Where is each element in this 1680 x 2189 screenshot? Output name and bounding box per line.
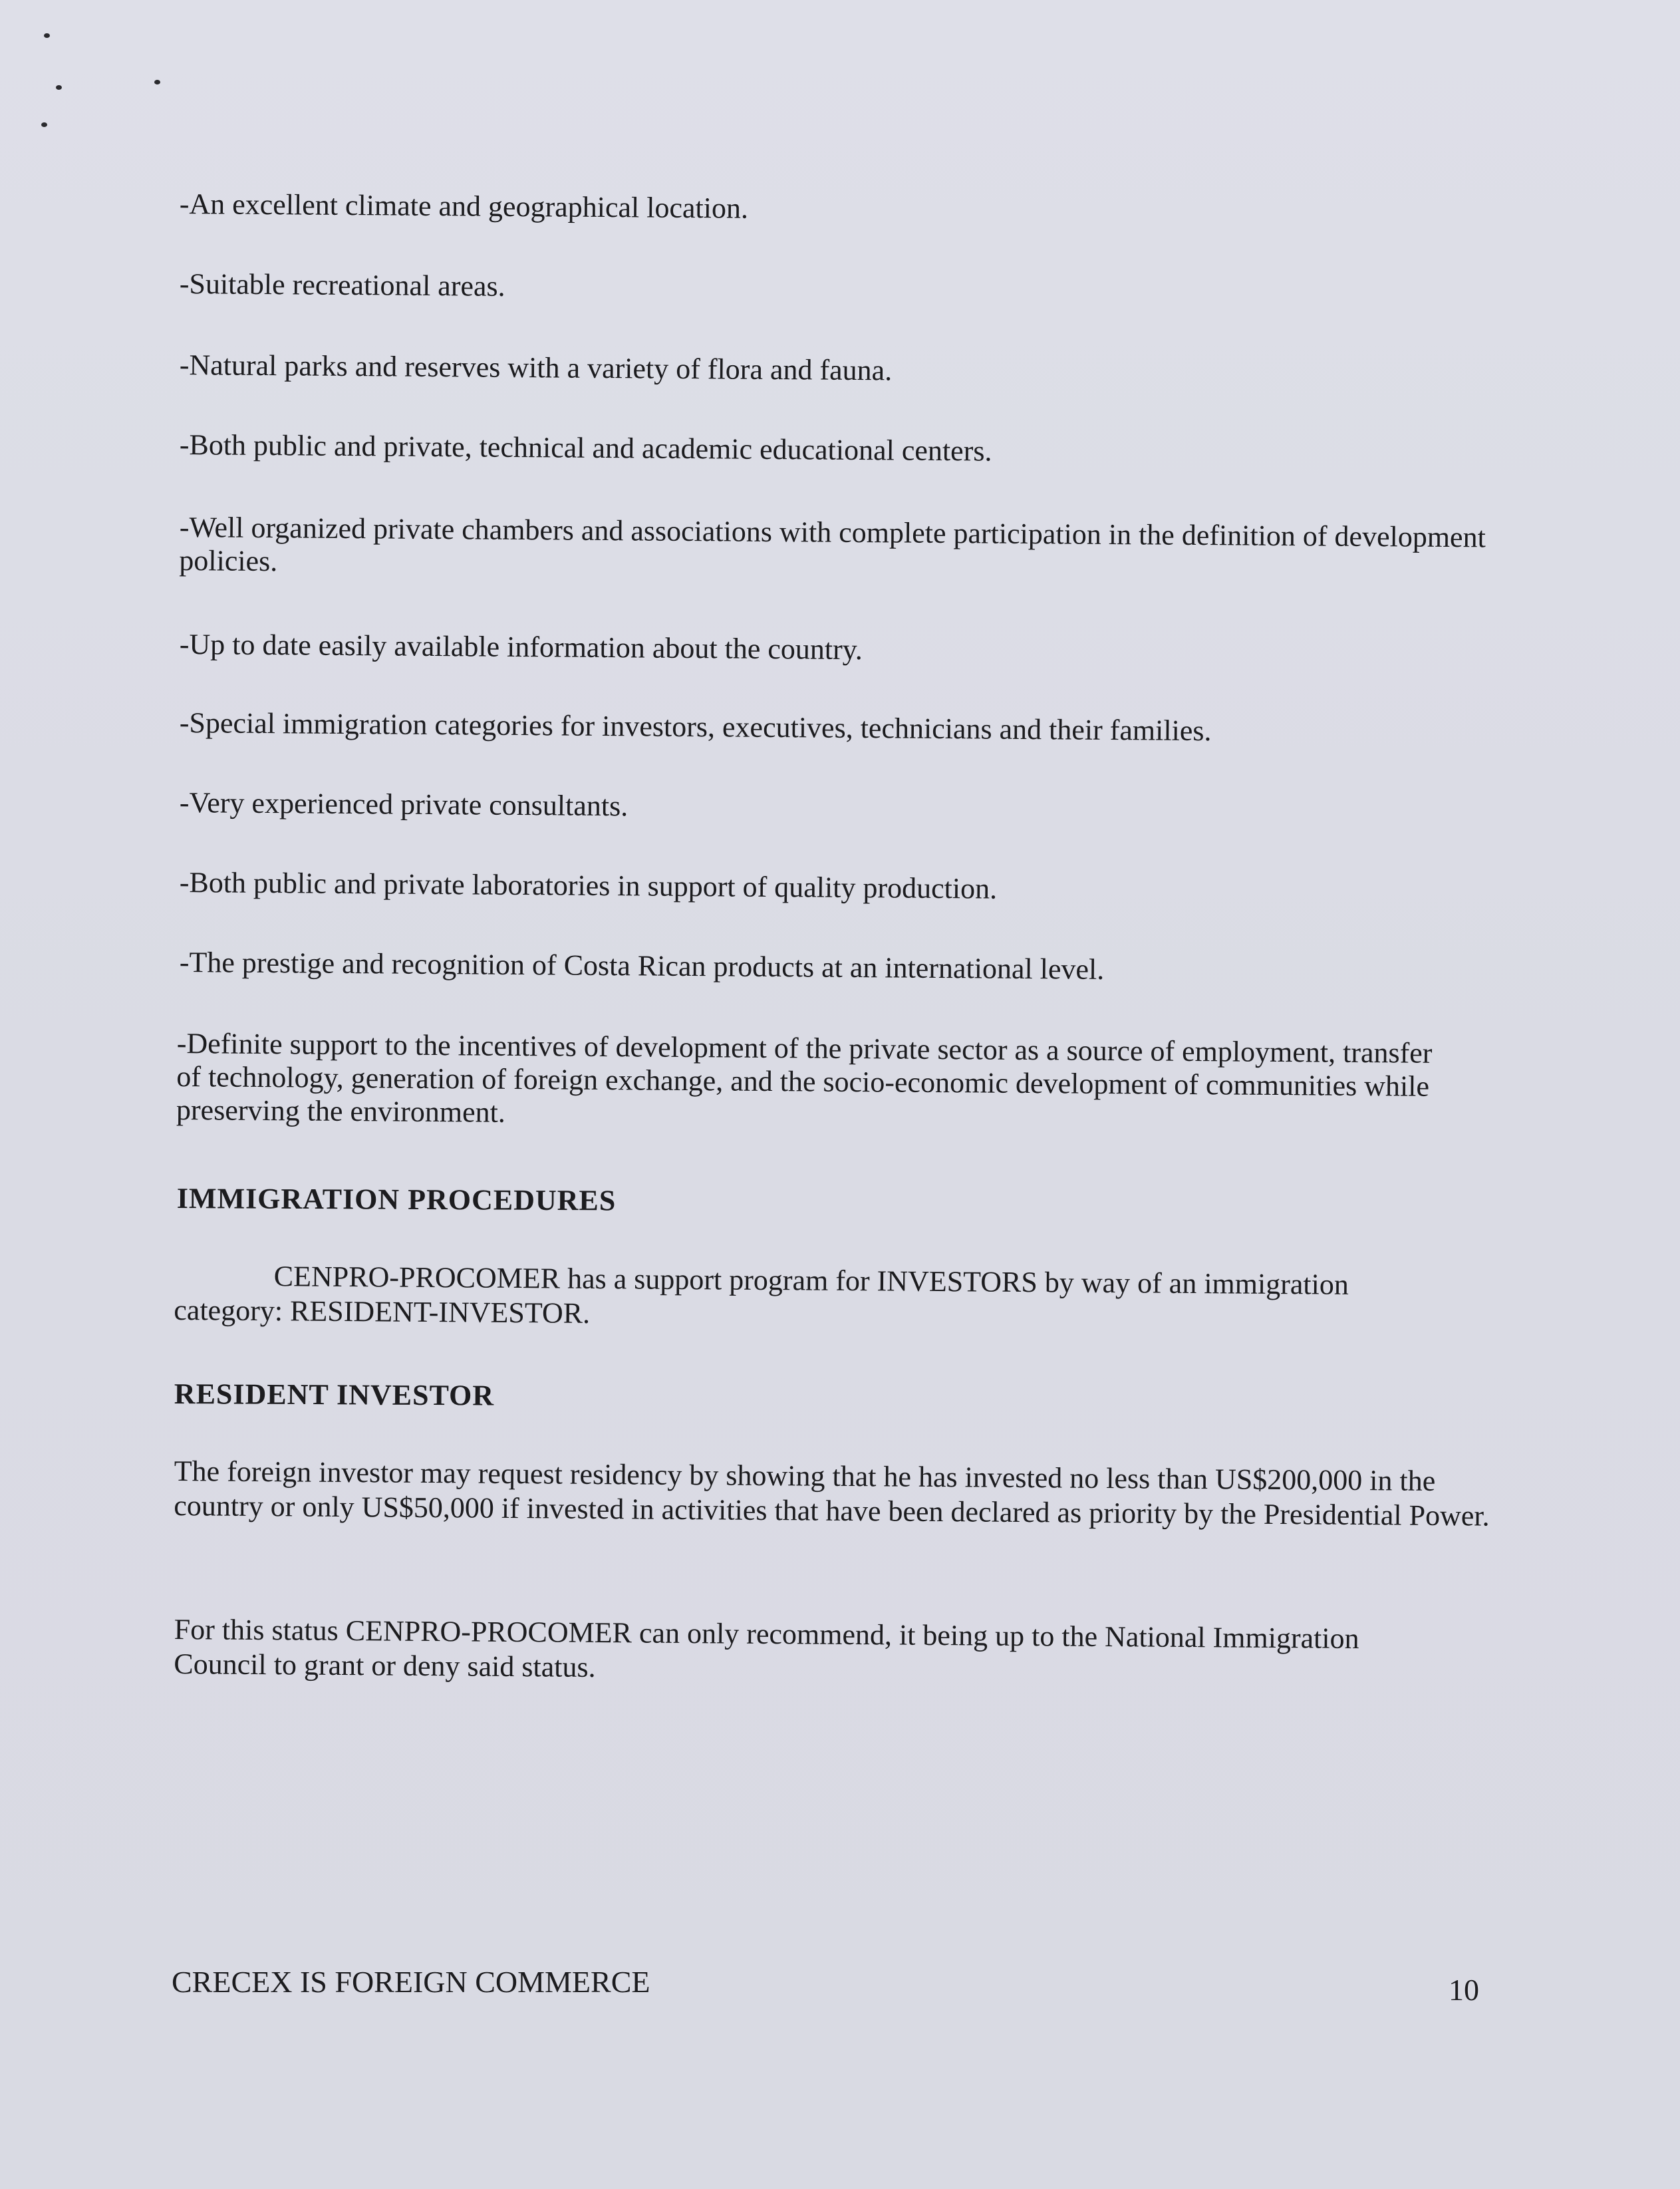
speck-mark xyxy=(56,85,62,90)
immigration-heading: IMMIGRATION PROCEDURES xyxy=(176,1182,617,1217)
immigration-body-text: CENPRO-PROCOMER has a support program for INVESTORS by way of an immigration category: RESIDENT-INVESTOR. xyxy=(174,1260,1349,1330)
speck-mark xyxy=(44,33,50,38)
speck-mark xyxy=(41,122,47,127)
feature-item: -Very experienced private consultants. xyxy=(179,786,629,823)
resident-paragraph-1: The foreign investor may request residency by showing that he has invested no less than US$200,000 in the country or only US$50,000 if invested in activities that have been declared as priority by the Presidential Power. xyxy=(174,1455,1490,1532)
feature-item: -Definite support to the incentives of development of the private sector as a source of employment, transfer of technology, generation of foreign exchange, and the socio-economic development of communities while preserving the environment. xyxy=(176,1027,1433,1129)
speck-mark xyxy=(154,80,160,84)
feature-item: -Special immigration categories for investors, executives, technicians and their families. xyxy=(179,706,1212,748)
resident-paragraph-2: For this status CENPRO-PROCOMER can only recommend, it being up to the National Immigration Council to grant or deny said status. xyxy=(174,1613,1359,1683)
feature-item: -Suitable recreational areas. xyxy=(179,267,505,303)
immigration-body xyxy=(174,1258,1425,1338)
footer-text: CRECEX IS FOREIGN COMMERCE xyxy=(172,1965,650,1999)
feature-item: -Both public and private, technical and academic educational centers. xyxy=(179,428,992,468)
feature-item: -Natural parks and reserves with a variety of flora and fauna. xyxy=(179,349,893,387)
page-number: 10 xyxy=(1449,1973,1479,2007)
resident-heading: RESIDENT INVESTOR xyxy=(174,1378,495,1412)
feature-item: -Well organized private chambers and associations with complete participation in the definition of development policies. xyxy=(179,511,1486,578)
feature-item: -Up to date easily available information about the country. xyxy=(179,628,863,666)
paragraph-indent xyxy=(174,1285,274,1286)
feature-item: -Both public and private laboratories in support of quality production. xyxy=(179,866,998,905)
feature-item: -The prestige and recognition of Costa Rican products at an international level. xyxy=(179,946,1105,986)
feature-item: -An excellent climate and geographical location. xyxy=(179,188,749,225)
